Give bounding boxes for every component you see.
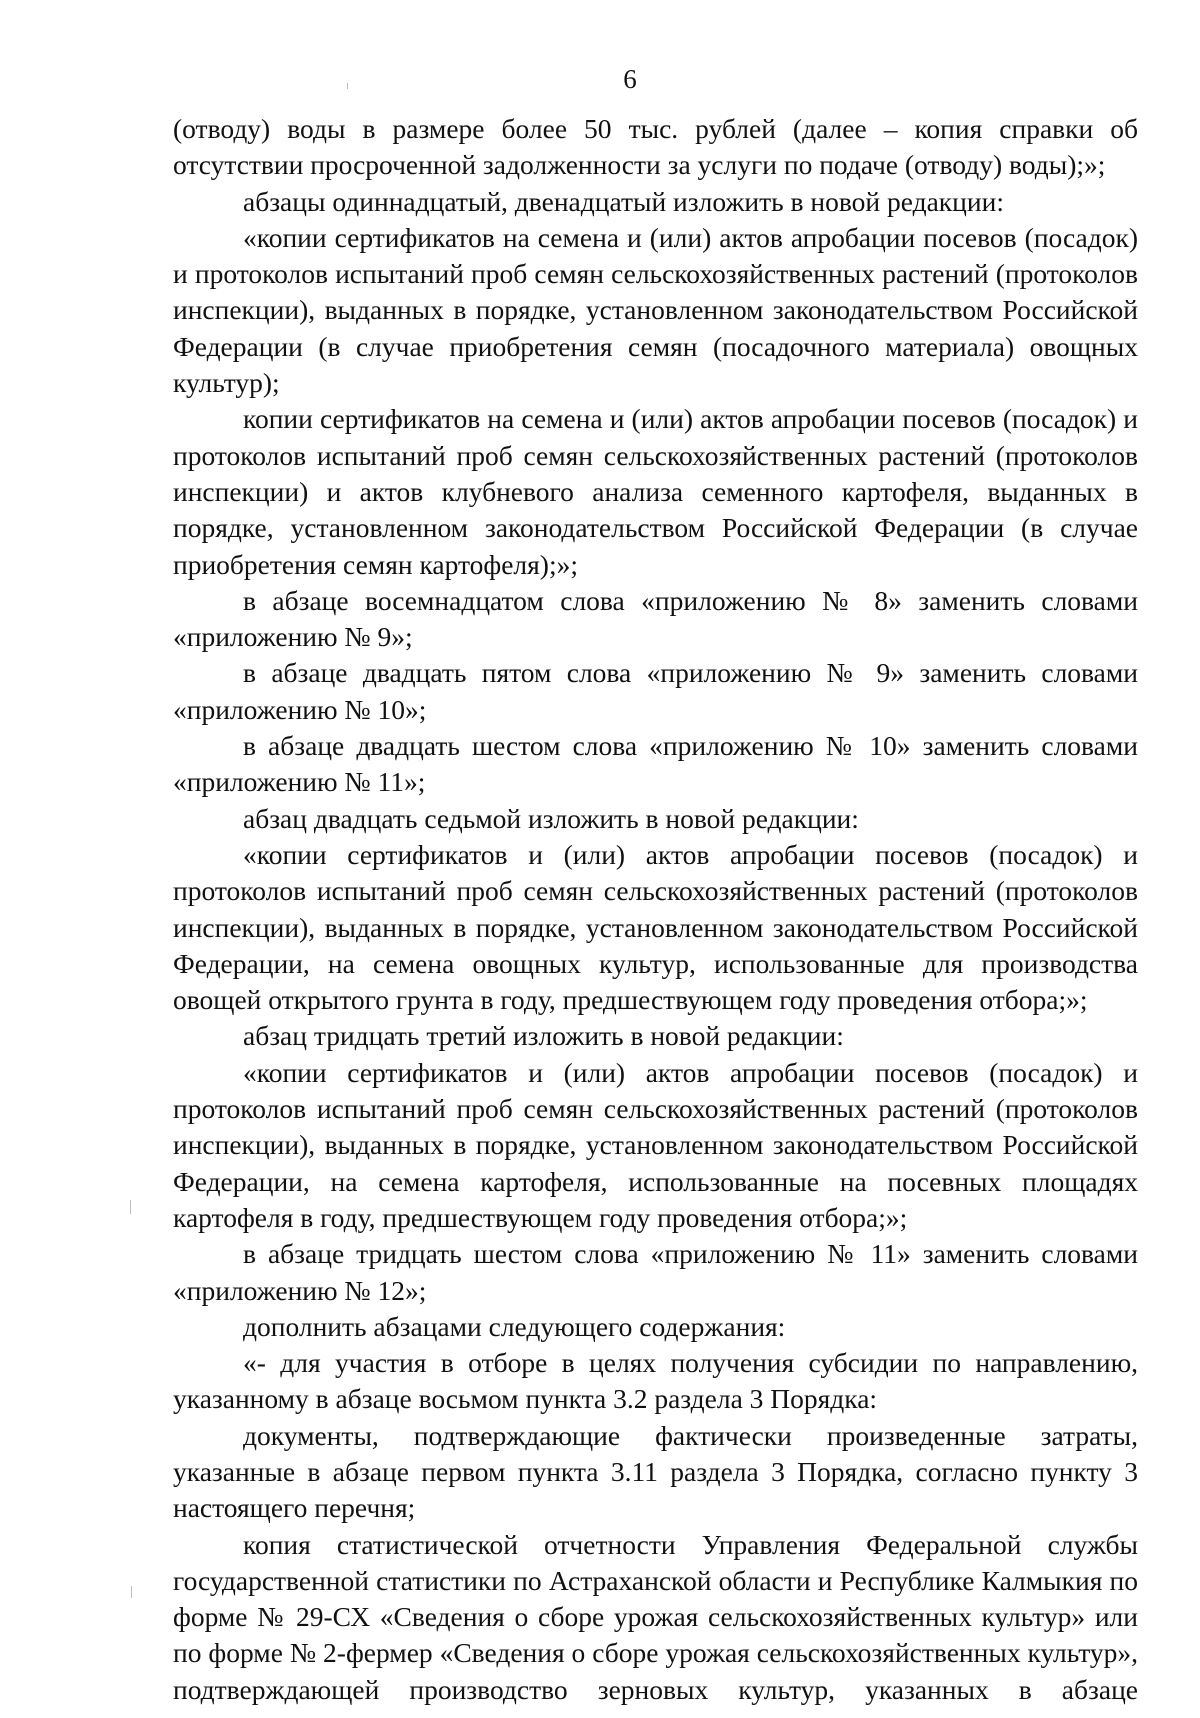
paragraph: дополнить абзацами следующего содержания: <box>243 1310 786 1342</box>
paragraph: (отводу) воды в размере более 50 тыс. рублей (далее – копия справки об отсутствии просроченной задолженности за услуги по подаче (отводу) воды);»; <box>173 113 1138 181</box>
document-body <box>173 111 1138 1708</box>
paragraph: «копии сертификатов и (или) актов апробации посевов (посадок) и протоколов испытаний проб семян сельскохозяйственных растений (протоколов инспекции), выданных в порядке, установленном законодательством Российской Федерации, на семена овощных культур, использованные для производства овощей открытого грунта в году, предшествующем году проведения отбора;»; <box>173 838 1138 1016</box>
paragraph: «- для участия в отборе в целях получения субсидии по направлению, указанному в абзаце восьмом пункта 3.2 раздела 3 Порядка: <box>173 1347 1138 1415</box>
paragraph: копии сертификатов на семена и (или) актов апробации посевов (посадок) и протоколов испытаний проб семян сельскохозяйственных растений (протоколов инспекции) и актов клубневого анализа семенного картофеля, выданных в порядке, установленном законодательством Российской Федерации (в случае приобретения семян картофеля);»; <box>173 403 1138 580</box>
paragraph: абзац тридцать третий изложить в новой редакции: <box>243 1020 844 1052</box>
paragraph: в абзаце восемнадцатом слова «приложению № 8» заменить словами «приложению № 9»; <box>173 584 1138 653</box>
paragraph: документы, подтверждающие фактически произведенные затраты, указанные в абзаце первом пункта 3.11 раздела 3 Порядка, согласно пункту 3 настоящего перечня; <box>173 1419 1138 1524</box>
paragraph: абзац двадцать седьмой изложить в новой редакции: <box>243 802 859 834</box>
paragraph: копия статистической отчетности Управления Федеральной службы государственной статистики по Астраханской области и Республике Калмыкия по форме № 29-СХ «Сведения о сборе урожая сельскохозяйственных культур» или по форме № 2-фермер «Сведения о сборе урожая сельскохозяйственных культур», подтверждающей производство зерновых культур, указанных в абзаце <box>173 1528 1138 1705</box>
paragraph: абзацы одиннадцатый, двенадцатый изложить в новой редакции: <box>243 185 1004 217</box>
paragraph: «копии сертификатов и (или) актов апробации посевов (посадок) и протоколов испытаний проб семян сельскохозяйственных растений (протоколов инспекции), выданных в порядке, установленном законодательством Российской Федерации, на семена картофеля, использованные на посевных площадях картофеля в году, предшествующем году проведения отбора;»; <box>173 1056 1138 1233</box>
scan-mark <box>130 1200 131 1214</box>
paragraph: «копии сертификатов на семена и (или) актов апробации посевов (посадок) и протоколов испытаний проб семян сельскохозяйственных растений (протоколов инспекции), выданных в порядке, установленном законодательством Российской Федерации (в случае приобретения семян (посадочного материала) овощных культур); <box>173 221 1138 399</box>
page-number: 6 <box>623 64 637 94</box>
paragraph: в абзаце двадцать пятом слова «приложению № 9» заменить словами «приложению № 10»; <box>173 657 1138 725</box>
scan-mark <box>131 1586 132 1598</box>
paragraph: в абзаце тридцать шестом слова «приложению № 11» заменить словами «приложению № 12»; <box>173 1238 1138 1306</box>
paragraph: в абзаце двадцать шестом слова «приложению № 10» заменить словами «приложению № 11»; <box>173 730 1138 798</box>
